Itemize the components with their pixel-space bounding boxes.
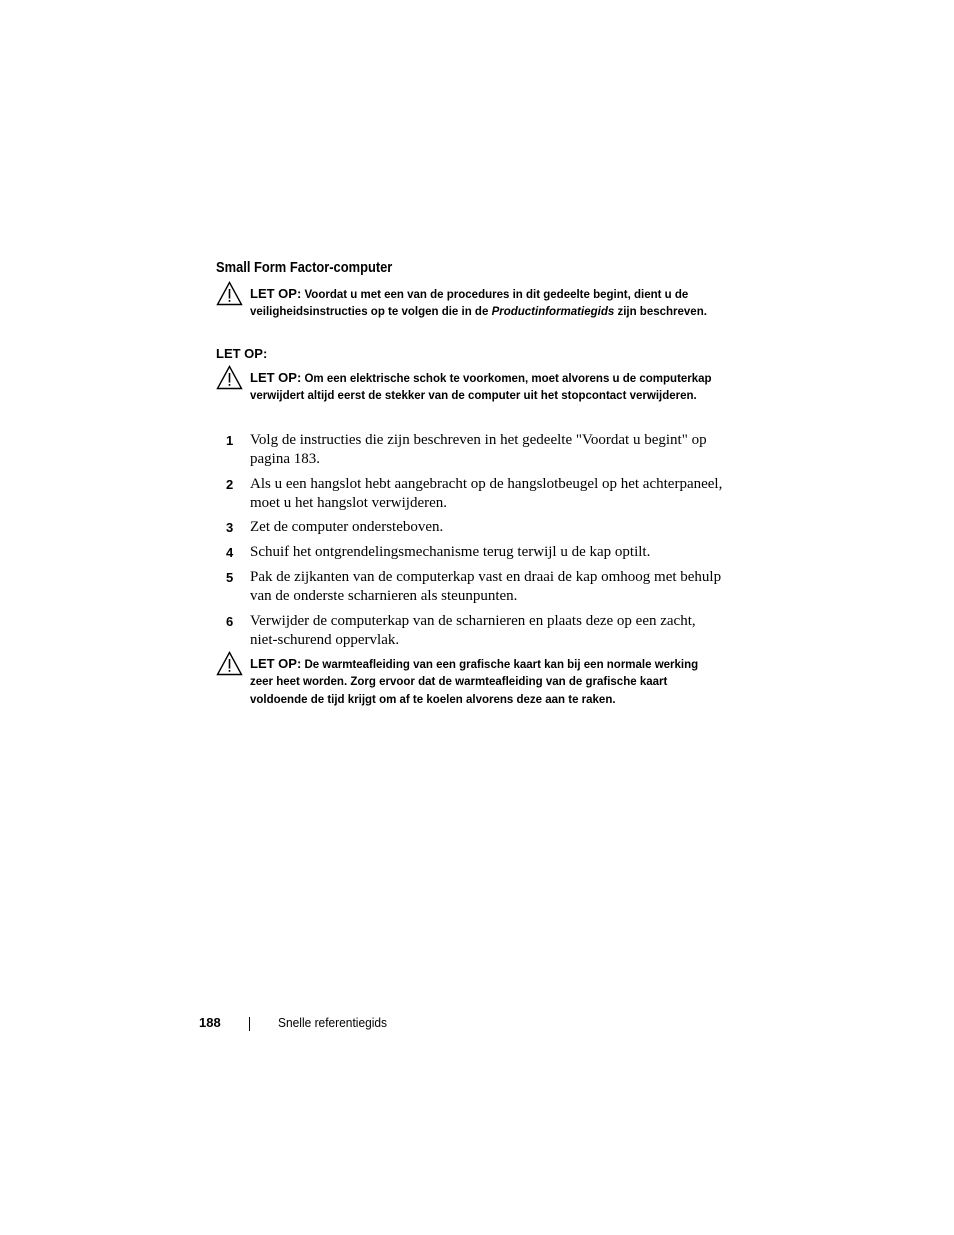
caution-label: LET OP: xyxy=(250,286,302,301)
caution-text xyxy=(250,655,720,709)
step-number: 6 xyxy=(226,614,234,629)
section-title: Small Form Factor-computer xyxy=(216,259,393,276)
step-text: Zet de computer ondersteboven. xyxy=(250,519,444,535)
step-number: 2 xyxy=(226,477,234,492)
document-reference: Productinformatiegids xyxy=(491,306,615,319)
step-text: Verwijder de computerkap van de scharnieren en plaats deze op een zacht, niet-schurend oppervlak. xyxy=(250,613,696,648)
caution-label: LET OP: xyxy=(250,656,302,671)
caution-label: LET OP: xyxy=(250,370,302,385)
warning-triangle-icon xyxy=(216,281,243,306)
footer-divider xyxy=(249,1017,250,1031)
caution-text xyxy=(250,285,720,322)
page-number: 188 xyxy=(199,1015,221,1030)
caution-body-end: zijn beschreven. xyxy=(614,306,707,319)
warning-triangle-icon xyxy=(216,365,243,390)
warning-triangle-icon xyxy=(216,651,243,676)
step-text: Pak de zijkanten van de computerkap vast en draai de kap omhoog met behulp van de onderste scharnieren als steunpunten. xyxy=(250,569,722,604)
step-text: Als u een hangslot hebt aangebracht op de hangslotbeugel op het achterpaneel, moet u het hangslot verwijderen. xyxy=(250,476,723,511)
step-text: Volg de instructies die zijn beschreven in het gedeelte "Voordat u begint" op pagina 183. xyxy=(250,432,707,467)
footer-title: Snelle referentiegids xyxy=(278,1015,388,1030)
caution-body: De warmteafleiding van een grafische kaart kan bij een normale werking zeer heet worden. Zorg ervoor dat de warmteafleiding van de grafische kaart voldoende de tijd krijgt om af te koelen alvorens deze aan te raken. xyxy=(250,659,699,706)
step-number: 4 xyxy=(226,545,234,560)
step-text: Schuif het ontgrendelingsmechanisme terug terwijl u de kap optilt. xyxy=(250,544,651,560)
step-number: 1 xyxy=(226,433,234,448)
step-number: 3 xyxy=(226,520,234,535)
note-label: LET OP: xyxy=(216,346,268,361)
caution-body: Voordat u met een van de procedures in dit gedeelte begint, dient u de veiligheidsinstructies op te volgen die in de xyxy=(250,289,689,319)
caution-body: Om een elektrische schok te voorkomen, moet alvorens u de computerkap verwijdert altijd eerst de stekker van de computer uit het stopcontact verwijderen. xyxy=(250,373,712,403)
caution-text xyxy=(250,369,720,406)
step-number: 5 xyxy=(226,570,234,585)
